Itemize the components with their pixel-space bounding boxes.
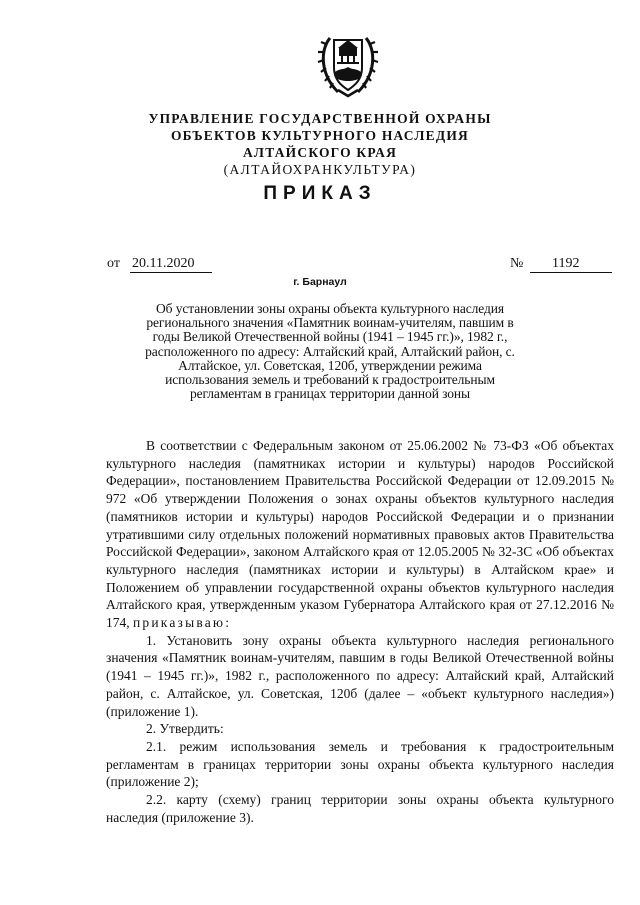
order-word: приказываю:: [133, 615, 232, 631]
header-line-1: УПРАВЛЕНИЕ ГОСУДАРСТВЕННОЙ ОХРАНЫ: [148, 111, 492, 126]
header-abbreviation: (АЛТАЙОХРАНКУЛЬТУРА): [223, 162, 417, 177]
authority-header: [0, 110, 640, 178]
number-label: №: [510, 256, 524, 271]
document-date: 20.11.2020: [130, 256, 212, 273]
body-paragraph-2-2: 2.2. карту (схему) границ территории зоны охраны объекта культурного наследия (приложение 3).: [106, 792, 614, 825]
document-body: [106, 437, 614, 826]
document-number: 1192: [530, 256, 612, 273]
date-label: от: [107, 256, 120, 271]
altai-krai-coat-of-arms-icon: [316, 26, 380, 100]
document-city: г. Барнаул: [293, 276, 347, 288]
document-subject: Об установлении зоны охраны объекта культурного наследия регионального значения «Памятник воинам-учителям, павшим в годы Великой Отечественной войны (1941 – 1945 гг.)», 1982 г., расположенного по адресу: Алтайский край, Алтайский район, с. Алтайское, ул. Советская, 120б, утверждении режима использования земель и требований к градостроительным регламентам в границах территории данной зоны: [145, 301, 515, 402]
body-paragraph-1: 1. Установить зону охраны объекта культурного наследия регионального значения «Памятник воинам-учителям, павшим в годы Великой Отечественной войны (1941 – 1945 гг.)», 1982 г., расположенного по адресу: Алтайский край, Алтайский район, с. Алтайское, ул. Советская, 120б (далее – «объект культурного наследия») (приложение 1).: [106, 632, 614, 719]
body-paragraph-preamble: [106, 437, 614, 632]
preamble-text: В соответствии с Федеральным законом от 25.06.2002 № 73-ФЗ «Об объектах культурного наследия (памятниках истории и культуры) народов Российской Федерации», постановлением Правительства Российской Федерации от 12.09.2015 № 972 «Об утверждении Положения о зонах охраны объектов культурного наследия (памятников истории и культуры) народов Российской Федерации и о признании утратившими силу отдельных положений нормативных правовых актов Правительства Российской Федерации», законом Алтайского края от 12.05.2005 № 32-ЗС «Об объектах культурного наследия (памятниках истории и культуры) в Алтайском крае» и Положением об управлении государственной охраны объектов культурного наследия Алтайского края, утвержденным указом Губернатора Алтайского края от 27.12.2016 № 174,: [106, 438, 614, 631]
body-paragraph-2-1: 2.1. режим использования земель и требования к градостроительным регламентам в границах территории зоны охраны объекта культурного наследия (приложение 2);: [106, 738, 614, 790]
document-title: ПРИКАЗ: [263, 183, 377, 204]
header-line-2: ОБЪЕКТОВ КУЛЬТУРНОГО НАСЛЕДИЯ: [170, 128, 470, 143]
body-paragraph-2: 2. Утвердить:: [146, 721, 224, 737]
header-line-3: АЛТАЙСКОГО КРАЯ: [242, 145, 398, 160]
